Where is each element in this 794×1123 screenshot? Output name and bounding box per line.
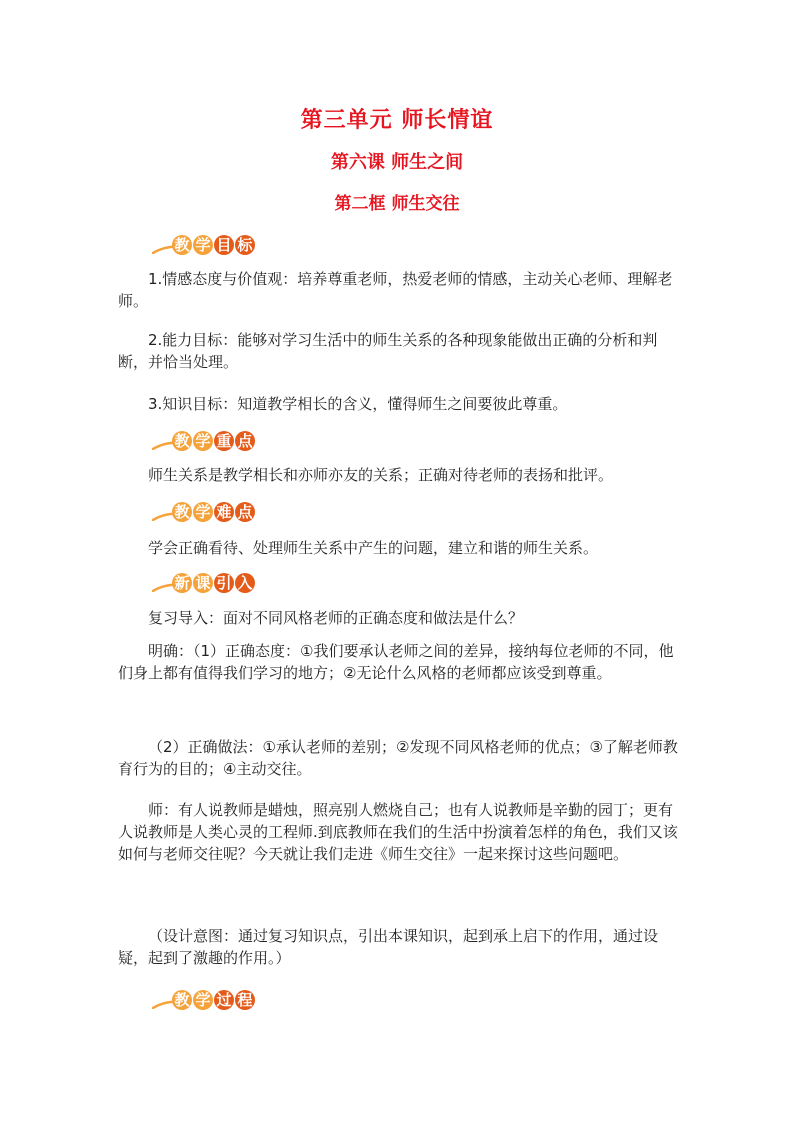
section-badge [172, 234, 256, 256]
section-heading-intro [152, 570, 264, 596]
badge-char: 教 [172, 990, 192, 1010]
badge-char: 入 [235, 573, 255, 593]
section-badge [172, 572, 256, 594]
lesson-title: 第六课 师生之间 [330, 152, 464, 173]
frame-title: 第二框 师生交往 [334, 194, 460, 214]
section-badge [172, 430, 256, 452]
goal-item: 3.知识目标：知道教学相长的含义，懂得师生之间要彼此尊重。 [148, 395, 568, 413]
section-heading-goals [152, 232, 264, 258]
badge-char: 学 [193, 990, 213, 1010]
intro-paragraph: 师：有人说教师是蜡烛，照亮别人燃烧自己；也有人说教师是辛勤的园丁；更有人说教师是人类心灵的工程师.到底教师在我们的生活中扮演着怎样的角色，我们又该如何与老师交往呢？今天就让我们走进《师生交往》一起来探讨这些问题吧。 [118, 801, 678, 863]
section-heading-process [152, 987, 264, 1013]
difficulty-text: 学会正确看待、处理师生关系中产生的问题，建立和谐的师生关系。 [148, 539, 599, 557]
key-point-text: 师生关系是教学相长和亦师亦友的关系；正确对待老师的表扬和批评。 [148, 466, 614, 484]
badge-char: 教 [172, 235, 192, 255]
badge-char: 教 [172, 502, 192, 522]
badge-char: 新 [172, 573, 192, 593]
badge-char: 学 [193, 235, 213, 255]
badge-char: 程 [235, 990, 255, 1010]
intro-paragraph: （2）正确做法：①承认老师的差别；②发现不同风格老师的优点；③了解老师教育行为的目的；④主动交往。 [118, 738, 678, 778]
section-heading-key [152, 428, 264, 454]
section-badge [172, 501, 256, 523]
unit-title: 第三单元 师长情谊 [300, 108, 494, 133]
badge-char: 过 [214, 990, 234, 1010]
section-heading-difficulty [152, 499, 264, 525]
intro-paragraph: 复习导入：面对不同风格老师的正确态度和做法是什么？ [148, 609, 524, 627]
intro-paragraph: 明确：（1）正确态度：①我们要承认老师之间的差异，接纳每位老师的不同，他们身上都有值得我们学习的地方；②无论什么风格的老师都应该受到尊重。 [118, 642, 674, 682]
badge-char: 点 [235, 502, 255, 522]
badge-char: 目 [214, 235, 234, 255]
section-badge [172, 989, 256, 1011]
badge-char: 教 [172, 431, 192, 451]
badge-char: 学 [193, 431, 213, 451]
badge-char: 引 [214, 573, 234, 593]
goal-item: 1.情感态度与价值观：培养尊重老师，热爱老师的情感，主动关心老师、理解老师。 [118, 270, 673, 310]
badge-char: 学 [193, 502, 213, 522]
badge-char: 难 [214, 502, 234, 522]
badge-char: 重 [214, 431, 234, 451]
design-intent-note: （设计意图：通过复习知识点，引出本课知识，起到承上启下的作用，通过设疑，起到了激趣的作用。） [118, 927, 659, 967]
badge-char: 课 [193, 573, 213, 593]
goal-item: 2.能力目标：能够对学习生活中的师生关系的各种现象能做出正确的分析和判断，并恰当处理。 [118, 331, 658, 371]
badge-char: 点 [235, 431, 255, 451]
badge-char: 标 [235, 235, 255, 255]
